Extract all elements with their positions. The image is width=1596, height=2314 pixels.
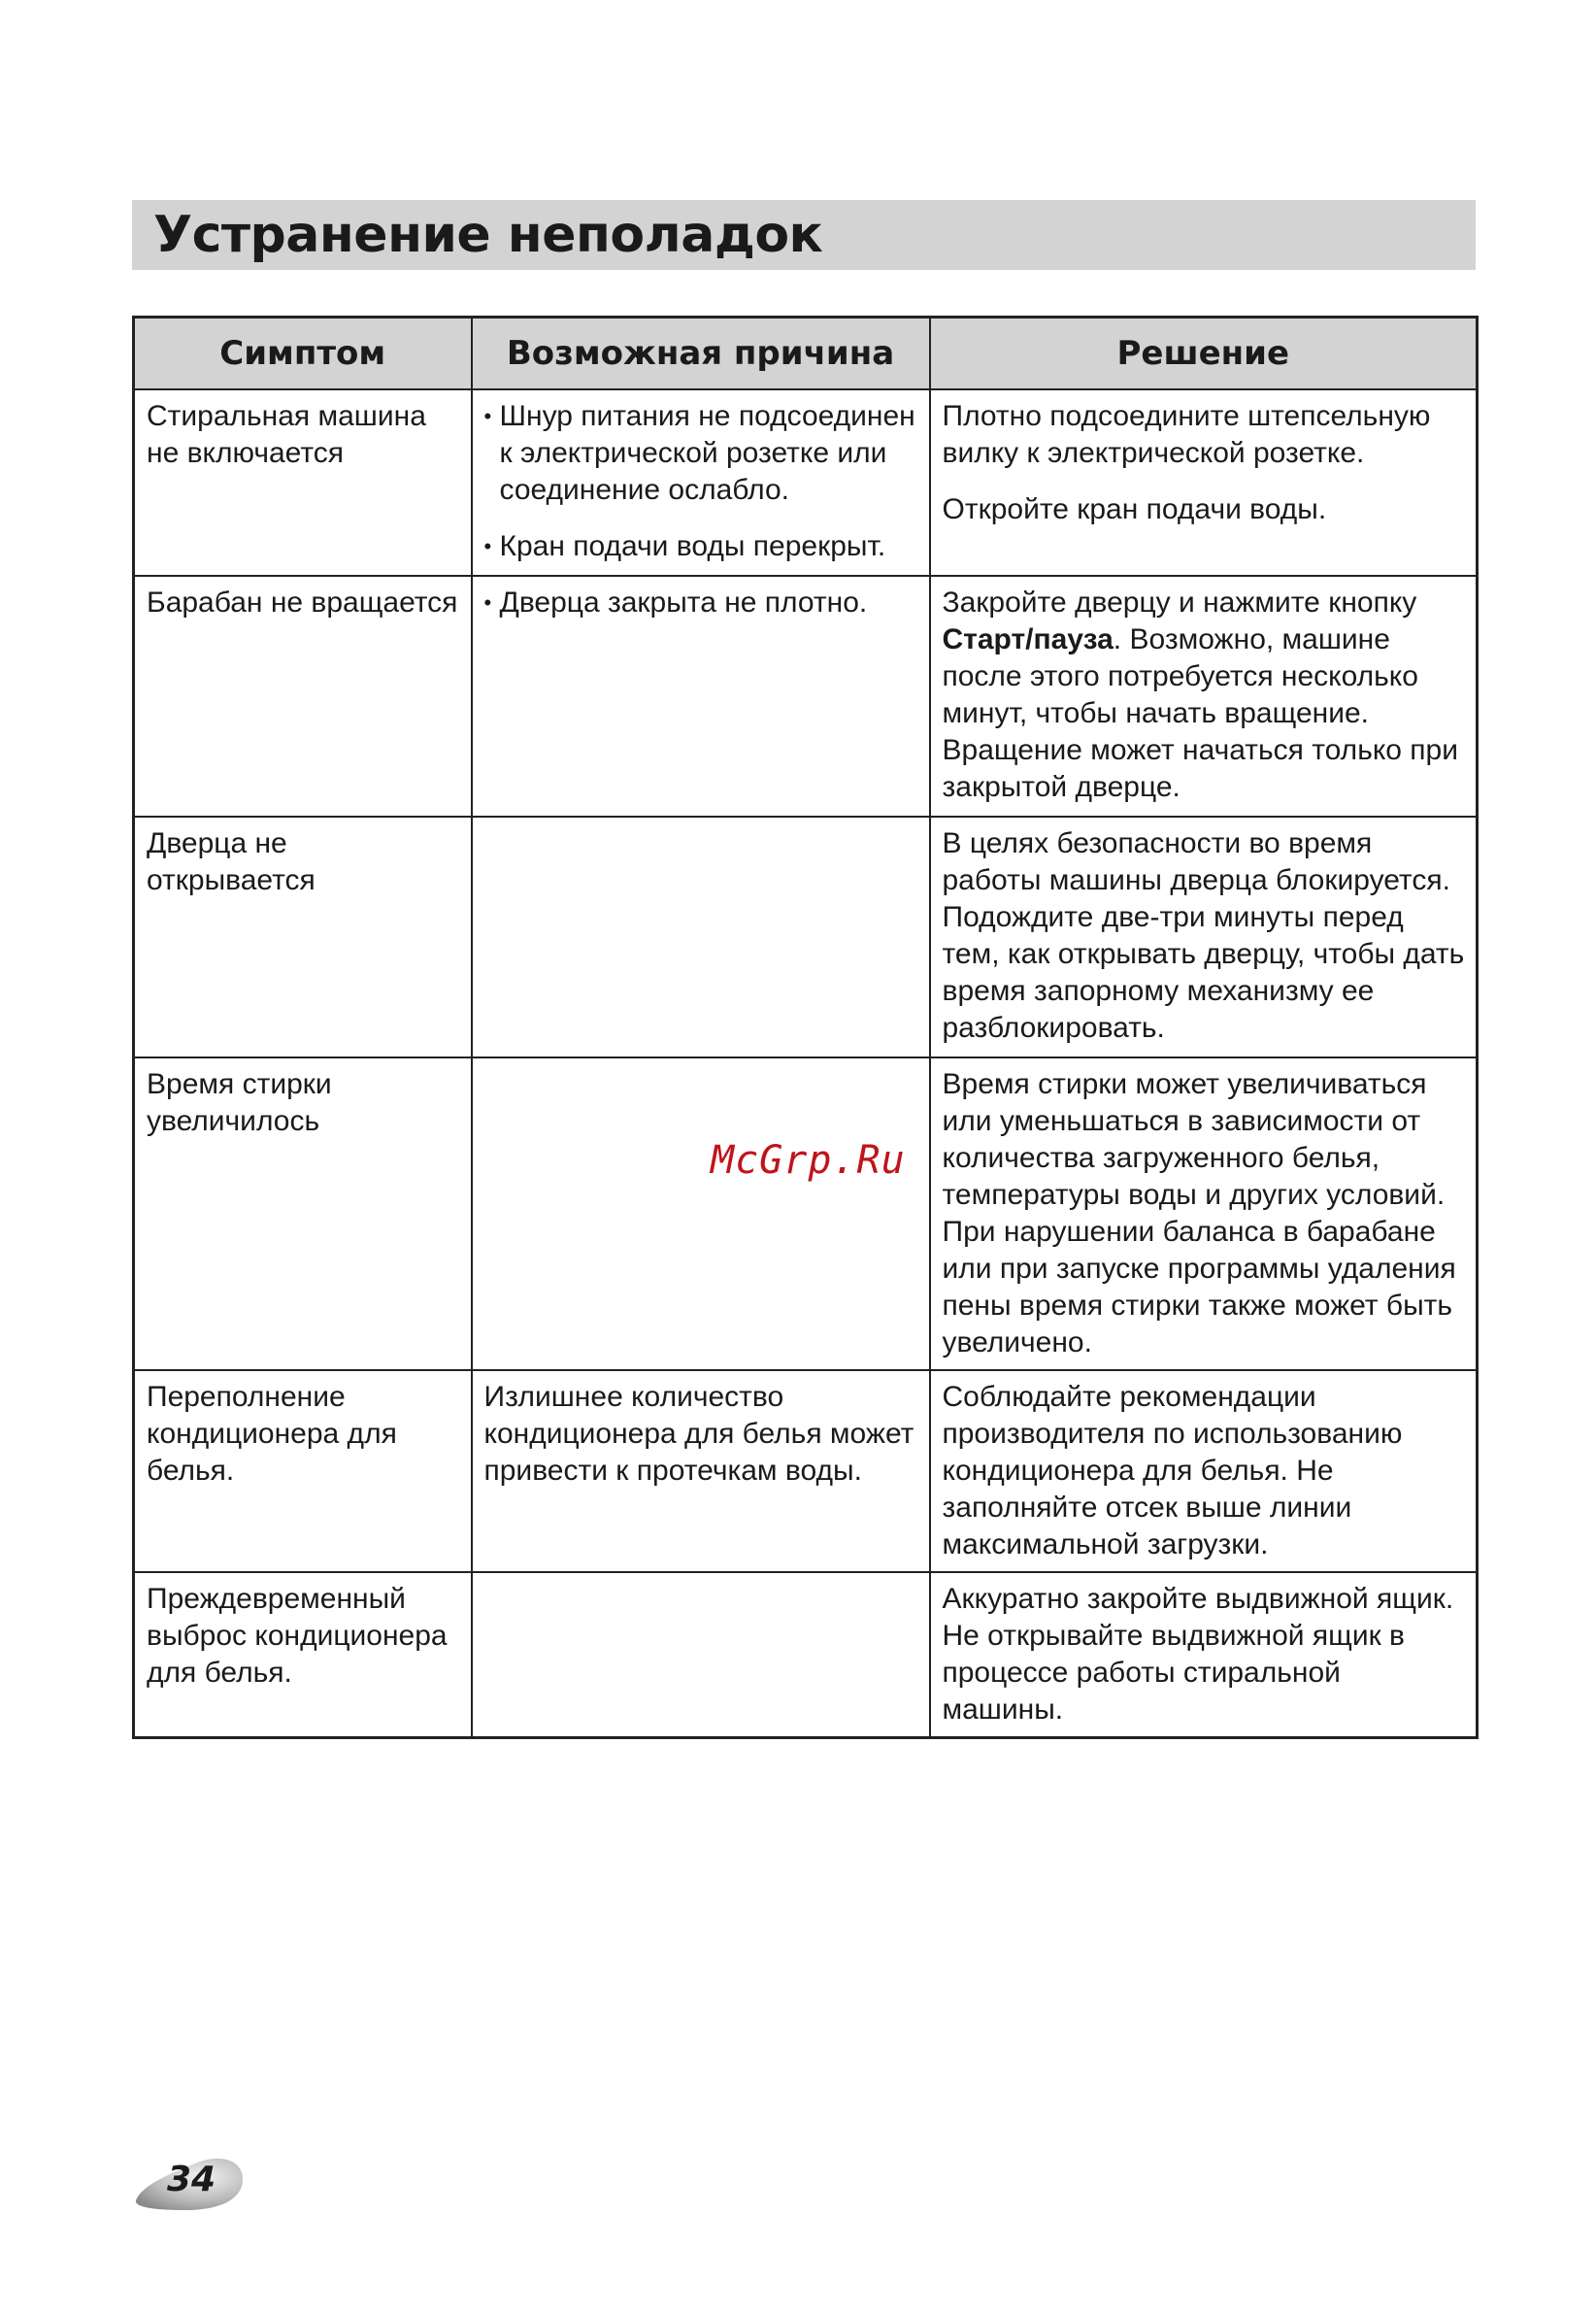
symptom-cell — [134, 1370, 472, 1572]
cause-cell — [472, 817, 930, 1057]
solution-text-after: . Возможно, машине после этого потребуется несколько минут, чтобы начать вращение. Вращение может начаться только при закрытой дверце. — [942, 623, 1458, 803]
symptom-text: Дверца не открывается — [147, 827, 316, 896]
cause-text: Шнур питания не подсоединен к электрической розетке или соединение ослабло. — [499, 400, 915, 506]
symptom-text: Преждевременный выброс кондиционера для белья. — [147, 1583, 448, 1689]
solution-cell — [930, 1057, 1478, 1370]
cause-cell — [472, 1370, 930, 1572]
solution-cell — [930, 817, 1478, 1057]
bullet-icon: • — [483, 404, 492, 428]
header-cause: Возможная причина — [472, 318, 930, 390]
table-row — [134, 389, 1478, 576]
solution-cell — [930, 1572, 1478, 1738]
solution-cell — [930, 1370, 1478, 1572]
table-row — [134, 576, 1478, 817]
symptom-cell — [134, 389, 472, 576]
watermark: McGrp.Ru — [711, 1138, 906, 1183]
header-solution: Решение — [930, 318, 1478, 390]
cause-text: Кран подачи воды перекрыт. — [499, 530, 886, 562]
cause-text: Дверца закрыта не плотно. — [499, 587, 868, 619]
solution-cell — [930, 389, 1478, 576]
header-symptom: Симптом — [134, 318, 472, 390]
symptom-text: Стиральная машина не включается — [147, 400, 426, 469]
table-row — [134, 1057, 1478, 1370]
cause-item — [484, 528, 921, 565]
bullet-icon: • — [483, 590, 492, 615]
start-pause-label: Старт/пауза — [942, 623, 1114, 655]
cause-item — [484, 398, 921, 509]
cause-cell — [472, 1057, 930, 1370]
symptom-text: Переполнение кондиционера для белья. — [147, 1381, 397, 1487]
solution-text: Время стирки может увеличиваться или уменьшаться в зависимости от количества загруженного белья, температуры воды и других условий. При нарушении баланса в барабане или при запуске программы удаления пены время стирки также может быть увеличено. — [942, 1068, 1456, 1358]
cause-cell — [472, 389, 930, 576]
solution-cell — [930, 576, 1478, 817]
solution-text-before: Закройте дверцу и нажмите кнопку — [942, 587, 1417, 619]
solution-text: Аккуратно закройте выдвижной ящик. Не открывайте выдвижной ящик в процессе работы стиральной машины. — [942, 1583, 1454, 1726]
bullet-icon: • — [483, 534, 492, 558]
cause-text: Излишнее количество кондиционера для белья может привести к протечкам воды. — [483, 1381, 914, 1487]
table-header-row — [134, 318, 1478, 390]
symptom-cell — [134, 576, 472, 817]
page-number-badge — [132, 2146, 245, 2216]
symptom-cell — [134, 1572, 472, 1738]
page-title: Устранение неполадок — [153, 206, 823, 264]
table-row — [134, 1370, 1478, 1572]
page-number: 34 — [167, 2160, 216, 2199]
symptom-text: Время стирки увеличилось — [147, 1068, 332, 1137]
solution-text: Плотно подсоедините штепсельную вилку к электрической розетке. — [942, 400, 1431, 469]
cause-cell — [472, 1572, 930, 1738]
solution-text: Откройте кран подачи воды. — [942, 493, 1327, 525]
cause-cell — [472, 576, 930, 817]
troubleshooting-table — [132, 316, 1479, 1739]
solution-text: В целях безопасности во время работы машины дверца блокируется. Подождите две-три минуты перед тем, как открывать дверцу, чтобы дать время запорному механизму ее разблокировать. — [942, 827, 1465, 1044]
symptom-cell — [134, 1057, 472, 1370]
symptom-text: Барабан не вращается — [147, 587, 458, 619]
title-bar — [132, 200, 1476, 270]
symptom-cell — [134, 817, 472, 1057]
table-row — [134, 1572, 1478, 1738]
cause-item — [484, 585, 921, 621]
solution-text: Соблюдайте рекомендации производителя по использованию кондиционера для белья. Не заполняйте отсек выше линии максимальной загрузки. — [942, 1381, 1403, 1560]
table-row — [134, 817, 1478, 1057]
